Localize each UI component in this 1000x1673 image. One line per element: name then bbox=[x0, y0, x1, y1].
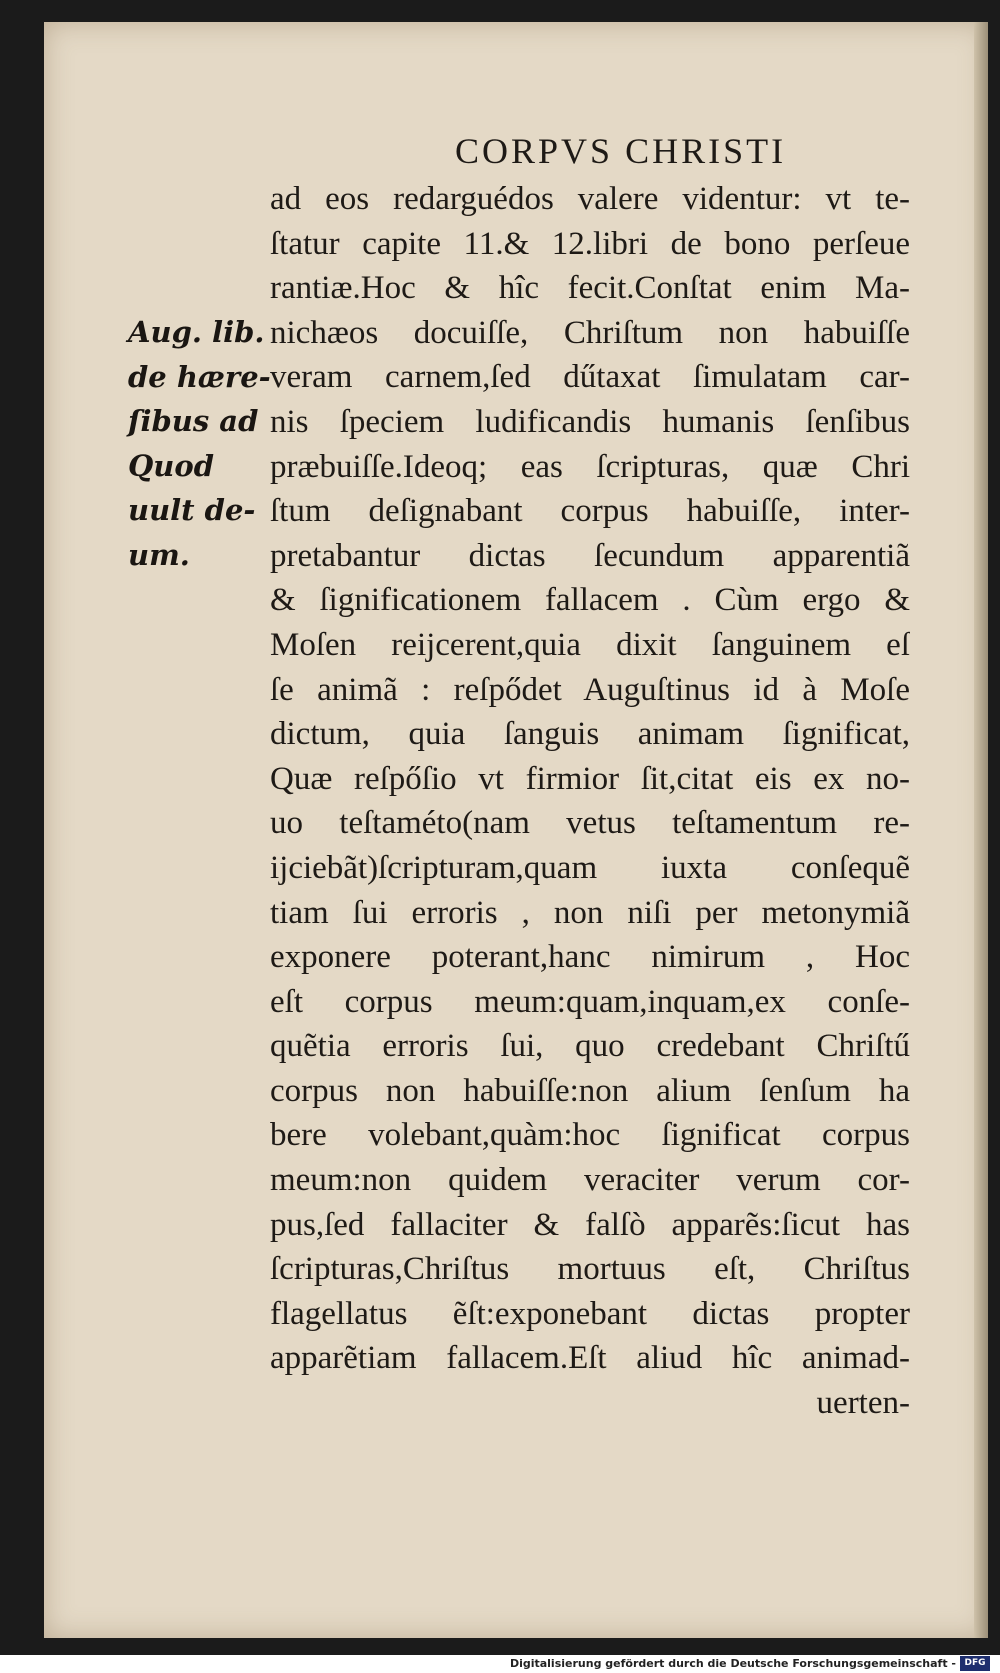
text-line: nis ſpeciem ludificandis humanis ſenſibus bbox=[270, 403, 910, 440]
text-line: bere volebant,quàm:hoc ſignificat corpus bbox=[270, 1117, 910, 1154]
marginal-note-line: Quod bbox=[128, 448, 214, 483]
text-line: & ſignificationem fallacem . Cùm ergo & bbox=[270, 582, 910, 619]
text-line: ad eos redarguédos valere videntur: vt te- bbox=[270, 181, 910, 217]
text-line: Quæ reſpőſio vt firmior ſit,citat eis ex no- bbox=[270, 760, 910, 797]
text-line: pus,ſed fallaciter & falſò apparẽs:ſicut has bbox=[270, 1206, 910, 1243]
running-head: CORPVS CHRISTI bbox=[455, 131, 787, 171]
text-line: apparẽtiam fallacem.Eſt aliud hîc animad- bbox=[270, 1340, 910, 1377]
dfg-logo: DFG bbox=[960, 1656, 990, 1671]
marginal-note bbox=[128, 310, 271, 578]
text-line: exponere poterant,hanc nimirum , Hoc bbox=[270, 939, 910, 976]
text-line: rantiæ.Hoc & hîc fecit.Conſtat enim Ma- bbox=[270, 270, 910, 307]
text-line: eſt corpus meum:quam,inquam,ex conſe- bbox=[270, 983, 910, 1020]
text-line: nichæos docuiſſe, Chriſtum non habuiſſe bbox=[270, 314, 910, 351]
body-text bbox=[270, 177, 910, 1426]
marginal-note-line: de hære- bbox=[128, 359, 271, 394]
marginal-note-line: uult de- bbox=[128, 493, 256, 528]
catchword: uerten- bbox=[816, 1385, 910, 1422]
text-line: quẽtia erroris ſui, quo credebant Chriſtű bbox=[270, 1028, 910, 1065]
text-line: præbuiſſe.Ideoq; eas ſcripturas, quæ Chri bbox=[270, 448, 910, 485]
text-line: veram carnem,ſed dűtaxat ſimulatam car- bbox=[270, 359, 910, 396]
marginal-note-line: ſibus ad bbox=[128, 404, 259, 439]
text-line: dictum, quia ſanguis animam ſignificat, bbox=[270, 716, 910, 753]
digitization-note: Digitalisierung gefördert durch die Deutsche Forschungsgemeinschaft - bbox=[509, 1657, 956, 1670]
marginal-note-line: um. bbox=[128, 537, 190, 572]
text-line: flagellatus ẽſt:exponebant dictas propter bbox=[270, 1295, 910, 1332]
page-edge bbox=[974, 22, 988, 1638]
text-line: ſtatur capite 11.& 12.libri de bono perſeue bbox=[270, 225, 910, 262]
text-line: Moſen reijcerent,quia dixit ſanguinem eſ bbox=[270, 626, 910, 663]
text-line: ſe animã : reſpődet Auguſtinus id à Moſe bbox=[270, 671, 910, 708]
text-line: ſtum deſignabant corpus habuiſſe, inter- bbox=[270, 493, 910, 530]
text-line: tiam ſui erroris , non niſi per metonymiã bbox=[270, 894, 910, 931]
text-line: meum:non quidem veraciter verum cor- bbox=[270, 1162, 910, 1199]
text-line: uo teſtaméto(nam vetus teſtamentum re- bbox=[270, 805, 910, 842]
text-line: ijciebãt)ſcripturam,quam iuxta conſequẽ bbox=[270, 849, 910, 886]
text-line: corpus non habuiſſe:non alium ſenſum ha bbox=[270, 1072, 910, 1109]
text-line: ſcripturas,Chriſtus mortuus eſt, Chriſtus bbox=[270, 1251, 910, 1288]
marginal-note-line: Aug. lib. bbox=[128, 315, 265, 349]
text-line: pretabantur dictas ſecundum apparentiã bbox=[270, 537, 910, 574]
